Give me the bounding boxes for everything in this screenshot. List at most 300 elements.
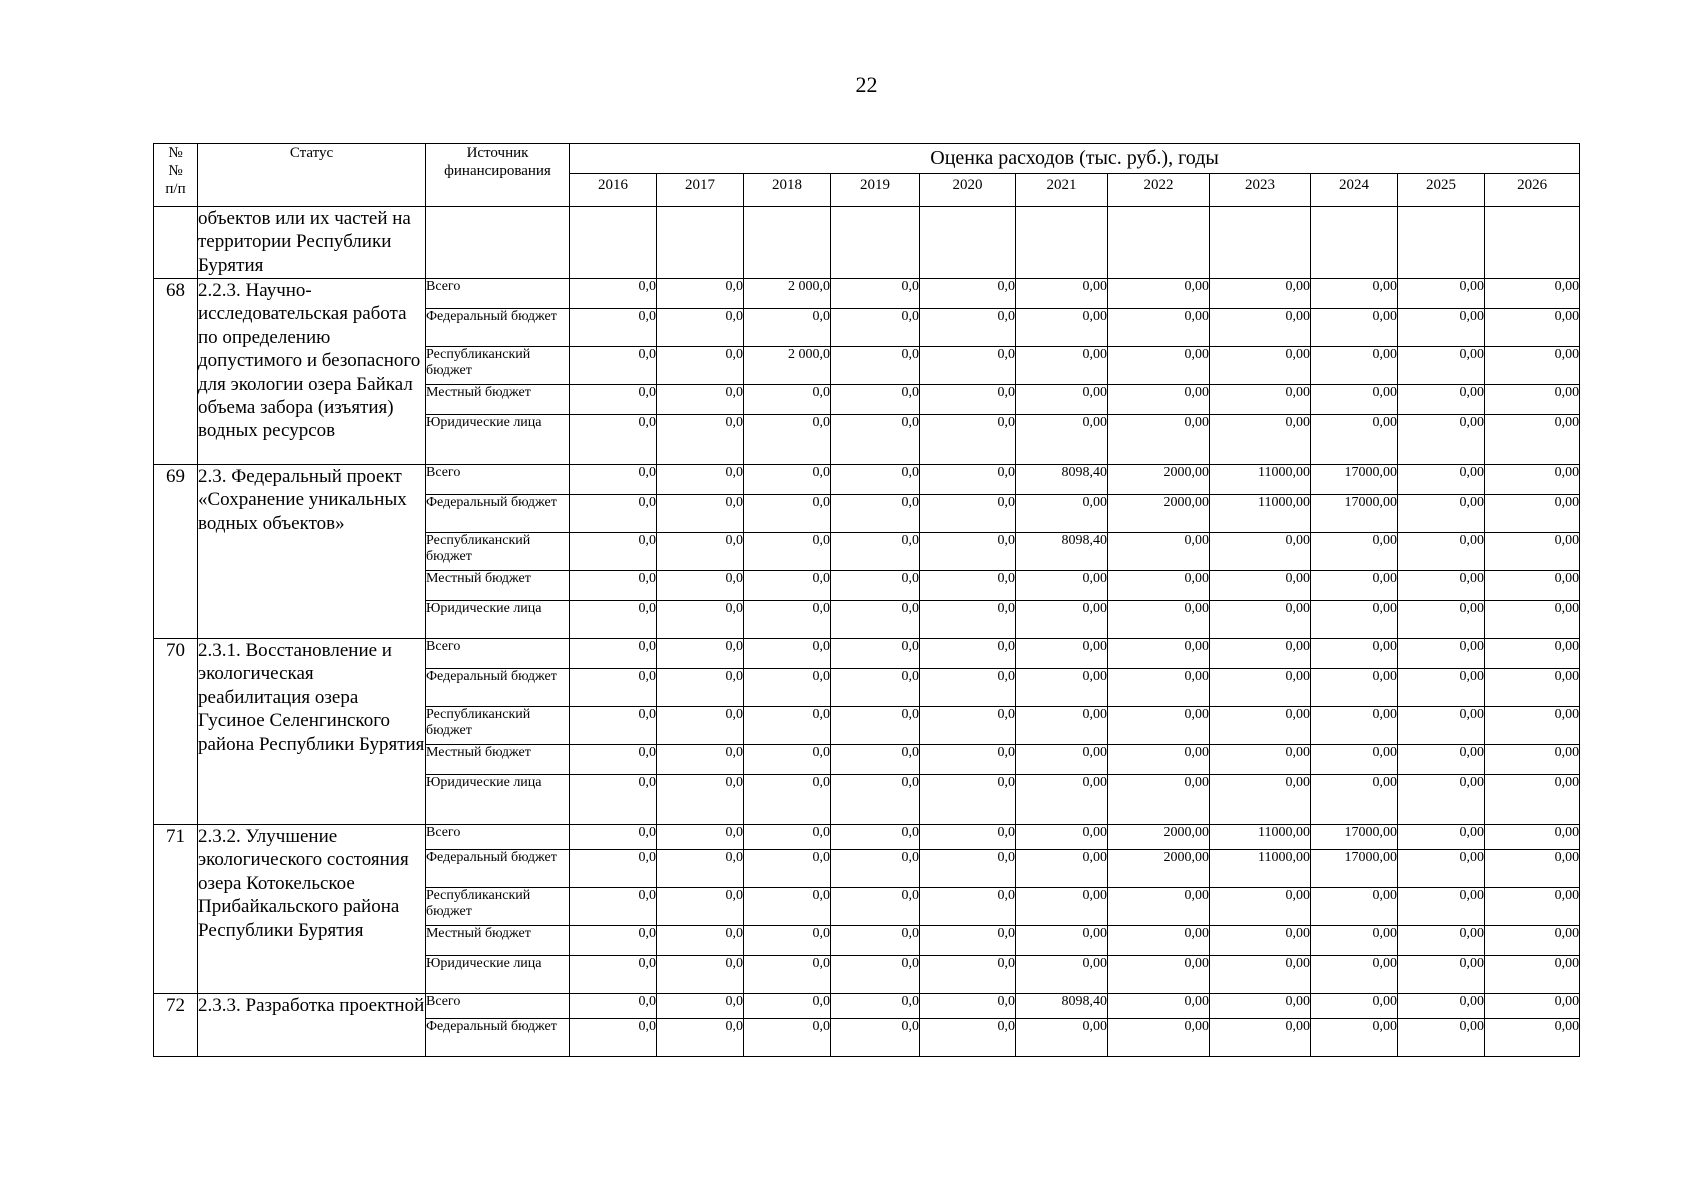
value-cell-2017: 0,0	[657, 571, 744, 601]
value-cell-2022: 2000,00	[1108, 825, 1210, 850]
value-cell-2016: 0,0	[570, 415, 657, 465]
value-cell-2020: 0,0	[920, 601, 1016, 639]
funding-source-cell: Юридические лица	[426, 956, 570, 994]
value-cell-2025: 0,00	[1398, 888, 1485, 926]
value-cell-2016: 0,0	[570, 533, 657, 571]
value-cell-2017: 0,0	[657, 994, 744, 1019]
table-row	[154, 994, 1580, 1019]
value-cell-2025: 0,00	[1398, 994, 1485, 1019]
value-cell-2017: 0,0	[657, 639, 744, 669]
value-cell-2020: 0,0	[920, 707, 1016, 745]
value-cell-2022: 0,00	[1108, 707, 1210, 745]
value-cell-2023: 0,00	[1210, 639, 1311, 669]
value-cell-2023: 0,00	[1210, 309, 1311, 347]
value-cell-2023: 0,00	[1210, 415, 1311, 465]
value-cell-2022: 2000,00	[1108, 850, 1210, 888]
value-cell-2024: 0,00	[1311, 639, 1398, 669]
value-cell-2026: 0,00	[1485, 465, 1580, 495]
value-cell-2018: 0,0	[744, 571, 831, 601]
value-cell-2020: 0,0	[920, 465, 1016, 495]
value-cell-2020: 0,0	[920, 495, 1016, 533]
table-body	[154, 207, 1580, 1057]
budget-table	[153, 143, 1580, 1057]
value-cell-2025: 0,00	[1398, 415, 1485, 465]
value-cell-2023: 0,00	[1210, 956, 1311, 994]
continuation-num-cell	[154, 207, 198, 279]
value-cell-2017: 0,0	[657, 745, 744, 775]
value-cell-2021: 0,00	[1016, 745, 1108, 775]
value-cell-2023: 11000,00	[1210, 825, 1311, 850]
continuation-row	[154, 207, 1580, 279]
value-cell-2022: 2000,00	[1108, 465, 1210, 495]
value-cell-2017: 0,0	[657, 309, 744, 347]
value-cell-2018: 0,0	[744, 533, 831, 571]
value-cell-2021: 0,00	[1016, 825, 1108, 850]
value-cell-2019: 0,0	[831, 888, 920, 926]
value-cell-2016: 0,0	[570, 745, 657, 775]
value-cell-2020: 0,0	[920, 956, 1016, 994]
value-cell-2017: 0,0	[657, 926, 744, 956]
value-cell-2021: 8098,40	[1016, 533, 1108, 571]
value-cell-2018: 0,0	[744, 775, 831, 825]
value-cell-2018: 2 000,0	[744, 347, 831, 385]
value-cell-2019: 0,0	[831, 745, 920, 775]
value-cell-2020: 0,0	[920, 926, 1016, 956]
value-cell-2018: 0,0	[744, 415, 831, 465]
value-cell-2024: 0,00	[1311, 707, 1398, 745]
value-cell-2018: 0,0	[744, 309, 831, 347]
funding-source-cell: Юридические лица	[426, 415, 570, 465]
value-cell-2021: 0,00	[1016, 888, 1108, 926]
value-cell-2016: 0,0	[570, 465, 657, 495]
value-cell-2026: 0,00	[1485, 309, 1580, 347]
value-cell-2024: 0,00	[1311, 571, 1398, 601]
value-cell-2022: 0,00	[1108, 888, 1210, 926]
value-cell-2020: 0,0	[920, 415, 1016, 465]
value-cell-2019: 0,0	[831, 279, 920, 309]
year-header-2026: 2026	[1485, 174, 1580, 207]
value-cell-2019: 0,0	[831, 994, 920, 1019]
funding-source-cell: Федеральный бюджет	[426, 1019, 570, 1057]
value-cell-2019: 0,0	[831, 775, 920, 825]
value-cell-2023: 0,00	[1210, 707, 1311, 745]
table-row	[154, 465, 1580, 495]
row-number-cell: 68	[154, 279, 198, 465]
value-cell-2026: 0,00	[1485, 994, 1580, 1019]
continuation-status-cell: объектов или их частей на территории Республики Бурятия	[198, 207, 426, 279]
funding-source-cell: Всего	[426, 279, 570, 309]
value-cell-2023: 11000,00	[1210, 495, 1311, 533]
value-cell-2019: 0,0	[831, 707, 920, 745]
value-cell-2020: 0,0	[920, 639, 1016, 669]
value-cell-2018: 0,0	[744, 994, 831, 1019]
value-cell-2025: 0,00	[1398, 495, 1485, 533]
value-cell-2024: 0,00	[1311, 309, 1398, 347]
year-header-2021: 2021	[1016, 174, 1108, 207]
value-cell-2025: 0,00	[1398, 956, 1485, 994]
value-cell-2018: 0,0	[744, 639, 831, 669]
value-cell-2018: 0,0	[744, 385, 831, 415]
value-cell-2017: 0,0	[657, 601, 744, 639]
value-cell-2025: 0,00	[1398, 533, 1485, 571]
value-cell-2023: 0,00	[1210, 571, 1311, 601]
value-cell-2022: 0,00	[1108, 309, 1210, 347]
value-cell-2019: 0,0	[831, 850, 920, 888]
value-cell-2022: 0,00	[1108, 956, 1210, 994]
year-header-2024: 2024	[1311, 174, 1398, 207]
value-cell-2022: 0,00	[1108, 775, 1210, 825]
value-cell-2020: 0,0	[920, 745, 1016, 775]
value-cell-2016: 0,0	[570, 956, 657, 994]
value-cell-2018: 0,0	[744, 465, 831, 495]
value-cell-2021: 0,00	[1016, 850, 1108, 888]
value-cell-2018: 0,0	[744, 495, 831, 533]
value-cell-2021: 0,00	[1016, 309, 1108, 347]
value-cell-2021: 0,00	[1016, 669, 1108, 707]
value-cell-2025: 0,00	[1398, 850, 1485, 888]
value-cell-2016: 0,0	[570, 926, 657, 956]
row-number-cell: 69	[154, 465, 198, 639]
value-cell-2016: 0,0	[570, 639, 657, 669]
value-cell-2021: 8098,40	[1016, 994, 1108, 1019]
value-cell-2026: 0,00	[1485, 1019, 1580, 1057]
value-cell-2020: 0,0	[920, 309, 1016, 347]
value-cell-2016: 0,0	[570, 888, 657, 926]
value-cell-2023: 0,00	[1210, 669, 1311, 707]
value-cell-2018: 0,0	[744, 956, 831, 994]
value-cell-2025: 0,00	[1398, 775, 1485, 825]
value-cell-2019: 0,0	[831, 571, 920, 601]
value-cell-2022: 0,00	[1108, 385, 1210, 415]
value-cell-2022: 0,00	[1108, 601, 1210, 639]
value-cell-2021: 0,00	[1016, 601, 1108, 639]
funding-source-cell: Местный бюджет	[426, 926, 570, 956]
value-cell-2021: 0,00	[1016, 1019, 1108, 1057]
value-cell-2018: 0,0	[744, 926, 831, 956]
value-cell-2021: 0,00	[1016, 385, 1108, 415]
year-header-2022: 2022	[1108, 174, 1210, 207]
value-cell-2021: 0,00	[1016, 707, 1108, 745]
value-cell-2019: 0,0	[831, 956, 920, 994]
value-cell-2019: 0,0	[831, 309, 920, 347]
value-cell-2025: 0,00	[1398, 309, 1485, 347]
value-cell-2022: 0,00	[1108, 279, 1210, 309]
value-cell-2022: 2000,00	[1108, 495, 1210, 533]
value-cell-2016: 0,0	[570, 347, 657, 385]
value-cell-2019: 0,0	[831, 639, 920, 669]
row-number-cell: 71	[154, 825, 198, 994]
value-cell-2019: 0,0	[831, 347, 920, 385]
status-cell: 2.3.1. Восстановление и экологическая реабилитация озера Гусиное Селенгинского района Республики Бурятия	[198, 639, 426, 825]
value-cell-2025: 0,00	[1398, 571, 1485, 601]
value-cell-2024: 0,00	[1311, 994, 1398, 1019]
year-header-2019: 2019	[831, 174, 920, 207]
value-cell-2025: 0,00	[1398, 1019, 1485, 1057]
value-cell-2026: 0,00	[1485, 926, 1580, 956]
value-cell-2021: 0,00	[1016, 571, 1108, 601]
value-cell-2026: 0,00	[1485, 775, 1580, 825]
value-cell-2016: 0,0	[570, 707, 657, 745]
funding-source-cell: Местный бюджет	[426, 571, 570, 601]
value-cell-2022: 0,00	[1108, 926, 1210, 956]
value-cell-2018: 0,0	[744, 745, 831, 775]
value-cell-2023: 0,00	[1210, 1019, 1311, 1057]
status-cell: 2.3. Федеральный проект «Сохранение уникальных водных объектов»	[198, 465, 426, 639]
value-cell-2019: 0,0	[831, 465, 920, 495]
value-cell-2023: 0,00	[1210, 775, 1311, 825]
status-cell: 2.2.3. Научно-исследовательская работа по определению допустимого и безопасного для экологии озера Байкал объема забора (изъятия) водных ресурсов	[198, 279, 426, 465]
value-cell-2016: 0,0	[570, 825, 657, 850]
funding-source-cell: Всего	[426, 825, 570, 850]
funding-source-cell: Местный бюджет	[426, 745, 570, 775]
year-header-2016: 2016	[570, 174, 657, 207]
value-cell-2016: 0,0	[570, 850, 657, 888]
value-cell-2023: 11000,00	[1210, 850, 1311, 888]
value-cell-2018: 0,0	[744, 888, 831, 926]
value-cell-2017: 0,0	[657, 707, 744, 745]
value-cell-2024: 0,00	[1311, 775, 1398, 825]
value-cell-2016: 0,0	[570, 601, 657, 639]
value-cell-2018: 0,0	[744, 669, 831, 707]
value-cell-2016: 0,0	[570, 994, 657, 1019]
value-cell-2026: 0,00	[1485, 415, 1580, 465]
col-header-status: Статус	[198, 144, 426, 207]
row-number-cell: 70	[154, 639, 198, 825]
page-number: 22	[855, 72, 878, 97]
value-cell-2020: 0,0	[920, 533, 1016, 571]
value-cell-2026: 0,00	[1485, 825, 1580, 850]
value-cell-2026: 0,00	[1485, 347, 1580, 385]
year-header-2020: 2020	[920, 174, 1016, 207]
value-cell-2025: 0,00	[1398, 707, 1485, 745]
value-cell-2017: 0,0	[657, 533, 744, 571]
value-cell-2023: 0,00	[1210, 745, 1311, 775]
year-header-2023: 2023	[1210, 174, 1311, 207]
table-row	[154, 639, 1580, 669]
value-cell-2024: 17000,00	[1311, 465, 1398, 495]
value-cell-2022: 0,00	[1108, 415, 1210, 465]
value-cell-2020: 0,0	[920, 888, 1016, 926]
value-cell-2023: 0,00	[1210, 601, 1311, 639]
value-cell-2024: 0,00	[1311, 279, 1398, 309]
value-cell-2023: 0,00	[1210, 888, 1311, 926]
value-cell-2017: 0,0	[657, 385, 744, 415]
value-cell-2026: 0,00	[1485, 533, 1580, 571]
value-cell-2020: 0,0	[920, 279, 1016, 309]
value-cell-2018: 0,0	[744, 850, 831, 888]
value-cell-2019: 0,0	[831, 601, 920, 639]
value-cell-2022: 0,00	[1108, 994, 1210, 1019]
value-cell-2025: 0,00	[1398, 639, 1485, 669]
value-cell-2020: 0,0	[920, 571, 1016, 601]
value-cell-2023: 0,00	[1210, 994, 1311, 1019]
value-cell-2024: 0,00	[1311, 1019, 1398, 1057]
value-cell-2024: 17000,00	[1311, 850, 1398, 888]
value-cell-2018: 0,0	[744, 601, 831, 639]
value-cell-2019: 0,0	[831, 415, 920, 465]
value-cell-2020: 0,0	[920, 850, 1016, 888]
value-cell-2016: 0,0	[570, 775, 657, 825]
funding-source-cell: Местный бюджет	[426, 385, 570, 415]
value-cell-2026: 0,00	[1485, 850, 1580, 888]
funding-source-cell: Всего	[426, 465, 570, 495]
value-cell-2021: 0,00	[1016, 347, 1108, 385]
value-cell-2020: 0,0	[920, 385, 1016, 415]
value-cell-2017: 0,0	[657, 495, 744, 533]
value-cell-2019: 0,0	[831, 495, 920, 533]
value-cell-2026: 0,00	[1485, 669, 1580, 707]
value-cell-2023: 11000,00	[1210, 465, 1311, 495]
value-cell-2024: 0,00	[1311, 347, 1398, 385]
value-cell-2026: 0,00	[1485, 571, 1580, 601]
value-cell-2025: 0,00	[1398, 825, 1485, 850]
funding-source-cell: Республиканский бюджет	[426, 707, 570, 745]
funding-source-cell: Всего	[426, 639, 570, 669]
value-cell-2024: 17000,00	[1311, 495, 1398, 533]
value-cell-2019: 0,0	[831, 669, 920, 707]
value-cell-2017: 0,0	[657, 279, 744, 309]
value-cell-2017: 0,0	[657, 415, 744, 465]
value-cell-2017: 0,0	[657, 850, 744, 888]
value-cell-2018: 0,0	[744, 825, 831, 850]
value-cell-2021: 0,00	[1016, 639, 1108, 669]
value-cell-2018: 0,0	[744, 707, 831, 745]
value-cell-2021: 0,00	[1016, 279, 1108, 309]
value-cell-2025: 0,00	[1398, 745, 1485, 775]
value-cell-2019: 0,0	[831, 533, 920, 571]
row-number-cell: 72	[154, 994, 198, 1057]
value-cell-2025: 0,00	[1398, 669, 1485, 707]
value-cell-2021: 0,00	[1016, 495, 1108, 533]
value-cell-2019: 0,0	[831, 926, 920, 956]
value-cell-2017: 0,0	[657, 888, 744, 926]
value-cell-2025: 0,00	[1398, 926, 1485, 956]
value-cell-2024: 0,00	[1311, 669, 1398, 707]
funding-source-cell: Юридические лица	[426, 775, 570, 825]
value-cell-2025: 0,00	[1398, 347, 1485, 385]
col-header-number: № № п/п	[154, 144, 198, 207]
value-cell-2026: 0,00	[1485, 639, 1580, 669]
value-cell-2025: 0,00	[1398, 279, 1485, 309]
value-cell-2020: 0,0	[920, 347, 1016, 385]
value-cell-2019: 0,0	[831, 385, 920, 415]
value-cell-2026: 0,00	[1485, 279, 1580, 309]
year-header-2017: 2017	[657, 174, 744, 207]
value-cell-2021: 0,00	[1016, 775, 1108, 825]
value-cell-2022: 0,00	[1108, 669, 1210, 707]
value-cell-2018: 2 000,0	[744, 279, 831, 309]
value-cell-2016: 0,0	[570, 309, 657, 347]
value-cell-2017: 0,0	[657, 669, 744, 707]
value-cell-2022: 0,00	[1108, 639, 1210, 669]
value-cell-2024: 0,00	[1311, 415, 1398, 465]
funding-source-cell: Республиканский бюджет	[426, 533, 570, 571]
value-cell-2025: 0,00	[1398, 385, 1485, 415]
value-cell-2025: 0,00	[1398, 465, 1485, 495]
table-header	[154, 144, 1580, 207]
value-cell-2025: 0,00	[1398, 601, 1485, 639]
funding-source-cell: Республиканский бюджет	[426, 888, 570, 926]
value-cell-2023: 0,00	[1210, 926, 1311, 956]
value-cell-2022: 0,00	[1108, 347, 1210, 385]
status-cell: 2.3.3. Разработка проектной	[198, 994, 426, 1057]
value-cell-2017: 0,0	[657, 956, 744, 994]
value-cell-2023: 0,00	[1210, 385, 1311, 415]
value-cell-2017: 0,0	[657, 775, 744, 825]
value-cell-2016: 0,0	[570, 571, 657, 601]
value-cell-2018: 0,0	[744, 1019, 831, 1057]
table-row	[154, 279, 1580, 309]
value-cell-2022: 0,00	[1108, 745, 1210, 775]
value-cell-2024: 0,00	[1311, 385, 1398, 415]
year-header-2018: 2018	[744, 174, 831, 207]
value-cell-2017: 0,0	[657, 825, 744, 850]
value-cell-2021: 0,00	[1016, 956, 1108, 994]
status-cell: 2.3.2. Улучшение экологического состояния озера Котокельское Прибайкальского района Республики Бурятия	[198, 825, 426, 994]
funding-source-cell: Федеральный бюджет	[426, 495, 570, 533]
value-cell-2024: 0,00	[1311, 533, 1398, 571]
funding-source-cell: Юридические лица	[426, 601, 570, 639]
value-cell-2017: 0,0	[657, 1019, 744, 1057]
value-cell-2020: 0,0	[920, 994, 1016, 1019]
value-cell-2023: 0,00	[1210, 279, 1311, 309]
value-cell-2022: 0,00	[1108, 533, 1210, 571]
value-cell-2017: 0,0	[657, 465, 744, 495]
value-cell-2024: 0,00	[1311, 956, 1398, 994]
value-cell-2020: 0,0	[920, 1019, 1016, 1057]
funding-source-cell: Республиканский бюджет	[426, 347, 570, 385]
value-cell-2021: 0,00	[1016, 415, 1108, 465]
col-header-expenses: Оценка расходов (тыс. руб.), годы	[570, 144, 1580, 174]
funding-source-cell: Федеральный бюджет	[426, 309, 570, 347]
value-cell-2023: 0,00	[1210, 533, 1311, 571]
value-cell-2026: 0,00	[1485, 956, 1580, 994]
value-cell-2026: 0,00	[1485, 495, 1580, 533]
value-cell-2016: 0,0	[570, 669, 657, 707]
value-cell-2016: 0,0	[570, 385, 657, 415]
table-row	[154, 825, 1580, 850]
value-cell-2016: 0,0	[570, 279, 657, 309]
value-cell-2026: 0,00	[1485, 601, 1580, 639]
value-cell-2021: 8098,40	[1016, 465, 1108, 495]
value-cell-2016: 0,0	[570, 1019, 657, 1057]
value-cell-2024: 0,00	[1311, 601, 1398, 639]
value-cell-2022: 0,00	[1108, 1019, 1210, 1057]
value-cell-2020: 0,0	[920, 825, 1016, 850]
value-cell-2019: 0,0	[831, 1019, 920, 1057]
value-cell-2026: 0,00	[1485, 745, 1580, 775]
value-cell-2022: 0,00	[1108, 571, 1210, 601]
value-cell-2020: 0,0	[920, 775, 1016, 825]
value-cell-2021: 0,00	[1016, 926, 1108, 956]
value-cell-2024: 0,00	[1311, 888, 1398, 926]
funding-source-cell: Федеральный бюджет	[426, 850, 570, 888]
value-cell-2016: 0,0	[570, 495, 657, 533]
value-cell-2020: 0,0	[920, 669, 1016, 707]
value-cell-2024: 0,00	[1311, 926, 1398, 956]
funding-source-cell: Федеральный бюджет	[426, 669, 570, 707]
value-cell-2024: 17000,00	[1311, 825, 1398, 850]
value-cell-2019: 0,0	[831, 825, 920, 850]
value-cell-2026: 0,00	[1485, 385, 1580, 415]
col-header-source: Источник финансирования	[426, 144, 570, 207]
value-cell-2023: 0,00	[1210, 347, 1311, 385]
value-cell-2026: 0,00	[1485, 707, 1580, 745]
value-cell-2017: 0,0	[657, 347, 744, 385]
value-cell-2026: 0,00	[1485, 888, 1580, 926]
value-cell-2024: 0,00	[1311, 745, 1398, 775]
year-header-2025: 2025	[1398, 174, 1485, 207]
